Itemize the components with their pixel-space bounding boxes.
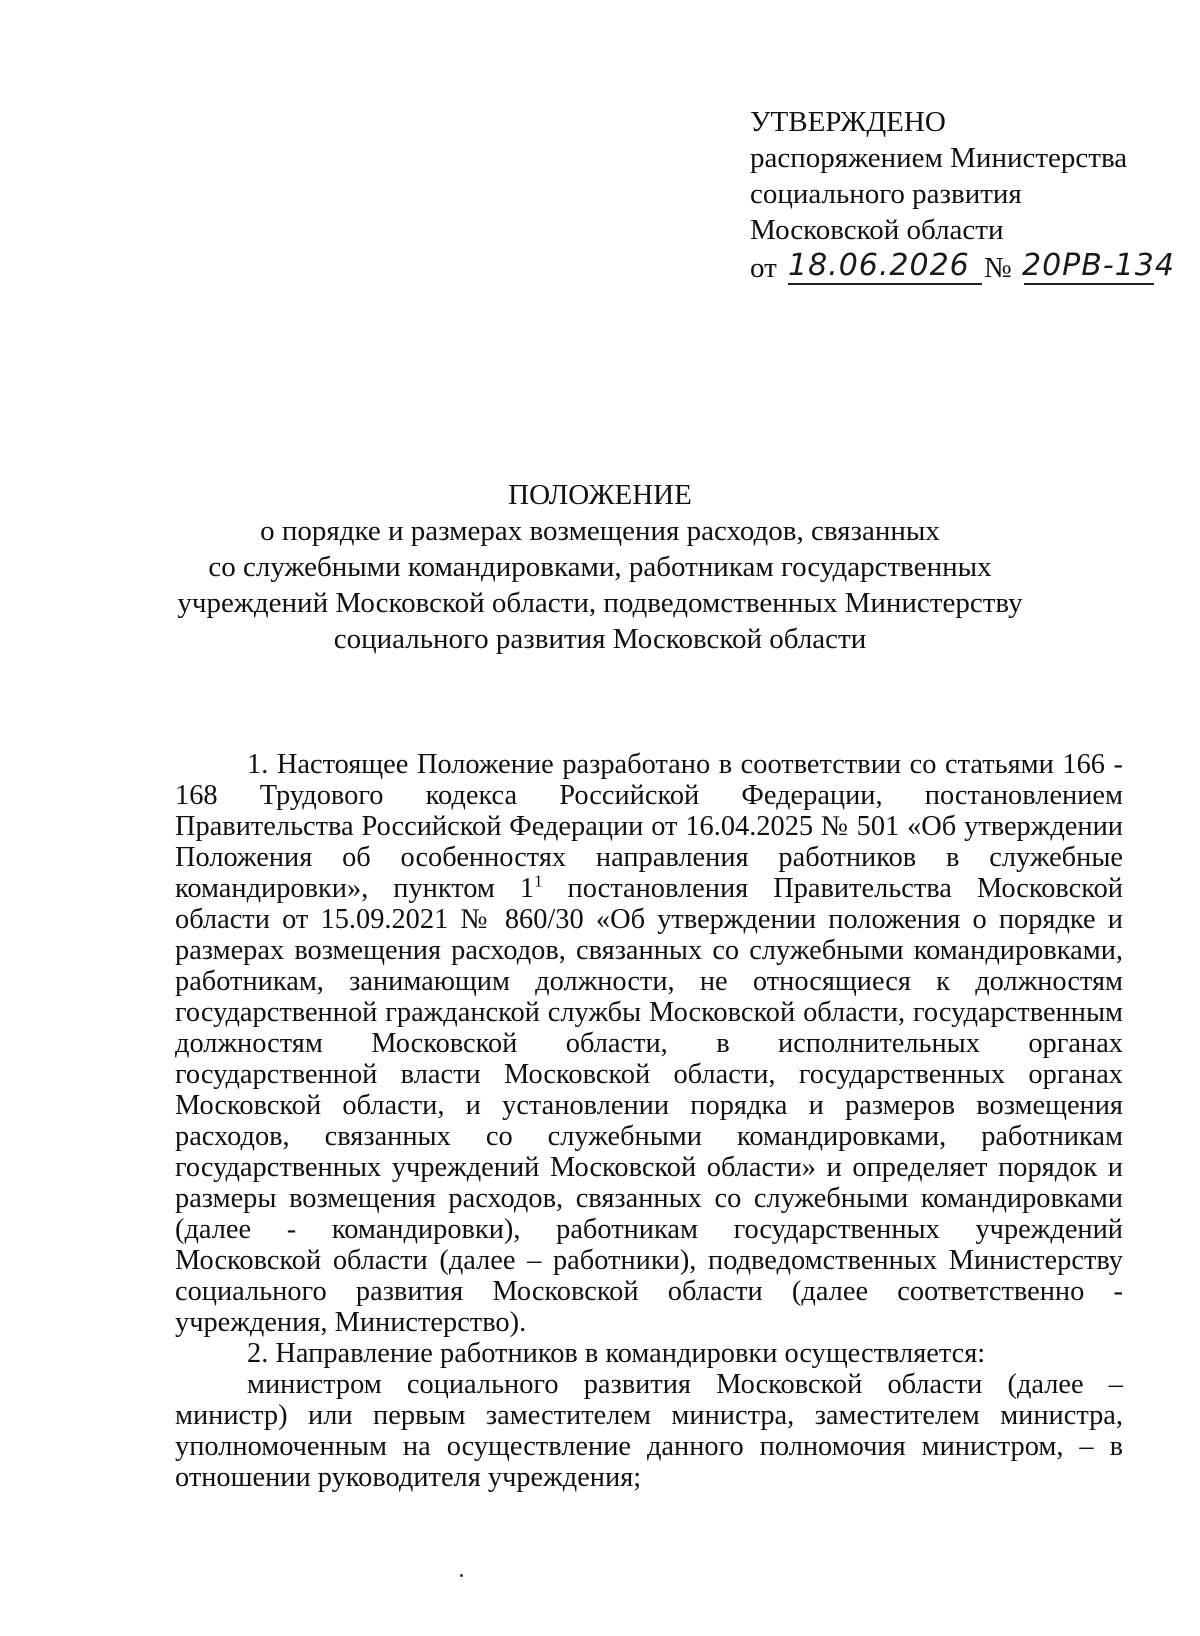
paragraph-1-superscript: 1 <box>534 871 543 891</box>
title-line-4: социального развития Московской области <box>333 623 867 655</box>
scan-speck <box>460 1574 463 1577</box>
approval-stamp-block <box>750 104 1175 290</box>
title-line-1: о порядке и размерах возмещения расходов, связанных <box>260 515 940 547</box>
approval-heading: УТВЕРЖДЕНО <box>750 106 946 138</box>
paragraph-1-part-a: 1. Настоящее Положение разработано в соответствии со статьями 166 - 168 Трудового кодекса Российской Федерации, постановлением Правительства Российской Федерации от 16.04.2025 № 501 «Об утверждении Положения об особенностях направления работников в служебные командировки», пунктом 1 <box>175 749 1123 904</box>
title-heading: ПОЛОЖЕНИЕ <box>508 479 692 511</box>
title-line-2: со служебными командировками, работникам государственных <box>208 551 992 583</box>
approval-line-3: Московской области <box>750 214 1004 246</box>
document-title <box>100 477 1100 657</box>
handwritten-date: 18.06.2026 <box>788 248 970 283</box>
approval-line-1: распоряжением Министерства <box>750 142 1128 174</box>
number-label: № <box>984 252 1012 284</box>
date-prefix: от <box>750 252 777 284</box>
date-underline <box>788 283 982 285</box>
paragraph-1-part-b: постановления Правительства Московской области от 15.09.2021 № 860/30 «Об утверждении положения о порядке и размерах возмещения расходов, связанных со служебными командировками, работникам, занимающим должности, не относящиеся к должностям государственной гражданской службы Московской области, государственным должностям Московской области, в исполнительных органах государственной власти Московской области, государственных органах Московской области, и установлении порядка и размеров возмещения расходов, связанных со служебными командировками, работникам государственных учреждений Московской области» и определяет порядок и размеры возмещения расходов, связанных со служебными командировками (далее - командировки), работникам государственных учреждений Московской области (далее – работники), подведомственных Министерству социального развития Московской области (далее соответственно - учреждения, Министерство). <box>175 873 1123 1338</box>
document-body <box>175 749 1123 1493</box>
paragraph-2: 2. Направление работников в командировки осуществляется: <box>247 1338 986 1369</box>
approval-date-number-line <box>750 248 1175 290</box>
number-underline <box>1024 283 1154 285</box>
paragraph-3: министром социального развития Московской области (далее – министр) или первым заместителем министра, заместителем министра, уполномоченным на осуществление данного полномочия министром, – в отношении руководителя учреждения; <box>175 1369 1123 1493</box>
handwritten-number: 20РВ-134 <box>1022 248 1175 283</box>
approval-line-2: социального развития <box>750 178 1022 210</box>
paragraph-1 <box>175 749 1123 1338</box>
title-line-3: учреждений Московской области, подведомственных Министерству <box>177 587 1023 619</box>
